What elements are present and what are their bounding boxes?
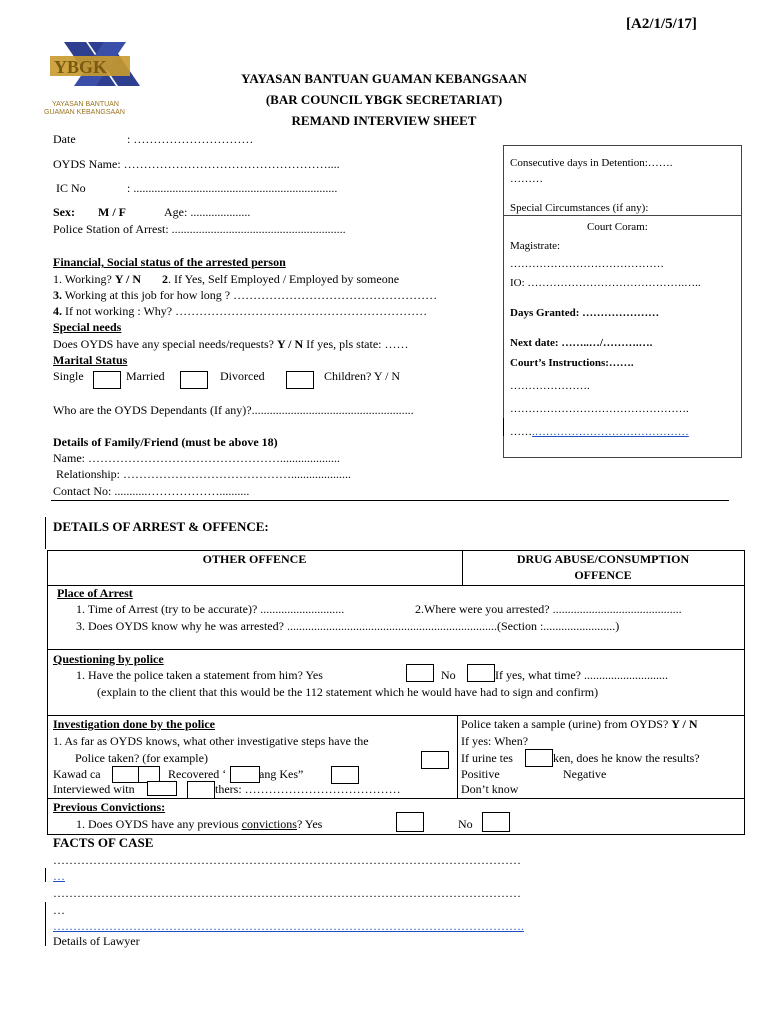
previous-convictions-heading: Previous Convictions: [53, 800, 166, 814]
divorced-checkbox[interactable] [286, 371, 314, 389]
other-offence-header: OTHER OFFENCE [202, 552, 307, 566]
single-checkbox[interactable] [93, 371, 121, 389]
header-form-title: REMAND INTERVIEW SHEET [291, 113, 477, 128]
statement-yes-checkbox[interactable] [406, 664, 434, 682]
urine-results-label: If urine tes [461, 751, 513, 765]
recovered-label: Recovered ‘ [168, 767, 227, 781]
facts-line-2[interactable]: … [53, 869, 65, 883]
questioning-heading: Questioning by police [53, 652, 164, 666]
next-date-field[interactable]: Next date: ……..…/……….…. [510, 337, 653, 349]
header-title: YAYASAN BANTUAN GUAMAN KEBANGSAAN [241, 71, 527, 86]
place-of-arrest-heading: Place of Arrest [57, 586, 133, 600]
ic-label: IC No [56, 181, 86, 195]
statement-no-checkbox[interactable] [467, 664, 495, 682]
court-instructions-label: Court’s Instructions:……. [510, 357, 634, 369]
sex-label: Sex: [53, 205, 75, 219]
magistrate-field[interactable]: …………………………………… [510, 258, 664, 270]
investigation-question-line-1: 1. As far as OYDS knows, what other investigative steps have the [53, 734, 369, 748]
oyds-name-field[interactable]: OYDS Name: …………………………………………….... [53, 157, 340, 171]
margin-mark-arrest [45, 517, 46, 549]
urine-when-field[interactable]: If yes: When? [461, 734, 529, 748]
logo-caption-2: GUAMAN KEBANGSAAN [44, 109, 125, 116]
magistrate-label: Magistrate: [510, 240, 561, 252]
urine-sample-question: Police taken a sample (urine) from OYDS? Y / N [461, 717, 698, 731]
time-of-arrest-field[interactable]: 1. Time of Arrest (try to be accurate)? ............................ [76, 602, 345, 616]
divorced-label: Divorced [220, 369, 265, 383]
convictions-no-label: No [458, 817, 473, 831]
special-circumstances-field[interactable]: Special Circumstances (if any): [510, 202, 649, 214]
positive-label[interactable]: Positive [461, 767, 500, 781]
urine-test-checkbox[interactable] [525, 749, 553, 767]
facts-line-3[interactable]: ……………………………………………………………………………………………………… [53, 886, 521, 900]
interviewed-witness-label: Interviewed witn [53, 782, 135, 796]
others-field[interactable]: thers: ………………………………… [215, 782, 401, 796]
investigation-example-checkbox[interactable] [421, 751, 449, 769]
ic-field[interactable]: : .................................................................... [127, 181, 338, 195]
consecutive-days-continuation: ……… [510, 173, 543, 185]
financial-heading: Financial, Social status of the arrested person [53, 255, 286, 269]
single-label: Single [53, 369, 84, 383]
form-reference: [A2/1/5/17] [626, 16, 697, 32]
drug-offence-header-line-1: DRUG ABUSE/CONSUMPTION [516, 552, 690, 566]
statement-explanation: (explain to the client that this would be the 112 statement which he would have had to sign and confirm) [97, 685, 599, 699]
recovered-label-end: ang Kes” [259, 767, 304, 781]
working-duration-question: 3. Working at this job for how long ? …………………………………………… [53, 288, 438, 302]
margin-mark-facts-2 [45, 902, 46, 946]
convictions-yes-checkbox[interactable] [396, 812, 424, 832]
io-field[interactable]: IO: …………………………………….….. [510, 277, 701, 289]
logo-caption-1: YAYASAN BANTUAN [52, 101, 119, 108]
table-row-divider-4 [47, 798, 744, 799]
kawad-label: Kawad ca [53, 767, 101, 781]
family-relationship-field[interactable]: Relationship: …………………………………….................... [56, 467, 351, 481]
court-instructions-line-1[interactable]: …………………. [510, 380, 590, 392]
marital-status-heading: Marital Status [53, 353, 128, 367]
facts-line-1[interactable]: ……………………………………………………………………………………………………… [53, 853, 521, 867]
place-arrested-field[interactable]: 2.Where were you arrested? ........................................... [415, 602, 682, 616]
special-needs-heading: Special needs [53, 320, 122, 334]
special-needs-question: Does OYDS have any special needs/requests? Y / N If yes, pls state: …… [53, 337, 409, 351]
facts-line-5[interactable]: ………………………………………………………………………………………………………. [53, 919, 524, 933]
children-question[interactable]: Children? Y / N [324, 369, 401, 383]
kawad-checkbox[interactable] [112, 766, 140, 783]
arrest-heading: DETAILS OF ARREST & OFFENCE: [53, 519, 269, 534]
age-field[interactable]: Age: .................... [164, 205, 251, 219]
panel-divider [503, 215, 741, 216]
negative-label[interactable]: Negative [563, 767, 607, 781]
facts-heading: FACTS OF CASE [53, 835, 154, 850]
statement-no-label: No [441, 668, 456, 682]
svg-text:YBGK: YBGK [54, 57, 108, 77]
family-heading: Details of Family/Friend (must be above 18) [53, 435, 278, 449]
working-question: 1. Working? Y / N 2. If Yes, Self Employed / Employed by someone [53, 272, 400, 286]
recovered-checkbox[interactable] [230, 766, 260, 783]
section-divider [51, 500, 729, 501]
sex-options[interactable]: M / F [98, 205, 126, 219]
header-subtitle: (BAR COUNCIL YBGK SECRETARIAT) [265, 92, 503, 107]
days-granted-field[interactable]: Days Granted: ………………… [510, 307, 660, 319]
table-row-divider-2 [47, 649, 744, 650]
urine-results-question: ken, does he know the results? [553, 751, 700, 765]
married-label: Married [126, 369, 165, 383]
statement-time-field[interactable]: If yes, what time? ............................ [495, 668, 668, 682]
consecutive-days-field[interactable]: Consecutive days in Detention:……. [510, 157, 673, 169]
family-contact-field[interactable]: Contact No: ...........……………….......... [53, 484, 250, 498]
others-checkbox[interactable] [187, 781, 215, 799]
table-row-divider-3 [47, 715, 744, 716]
not-working-question: 4. If not working : Why? ……………………………………………………… [53, 304, 428, 318]
police-station-field[interactable]: Police Station of Arrest: .......................................................... [53, 222, 346, 236]
convictions-no-checkbox[interactable] [482, 812, 510, 832]
court-coram-heading: Court Coram: [587, 221, 648, 233]
dependants-field[interactable]: Who are the OYDS Dependants (If any)?...................................................... [53, 403, 414, 417]
court-instructions-line-3[interactable]: …….…………………………………… [510, 426, 689, 438]
date-label: Date [53, 132, 76, 146]
interviewed-witness-checkbox[interactable] [147, 781, 177, 796]
investigation-question-line-2: Police taken? (for example) [75, 751, 208, 765]
family-name-field[interactable]: Name: ………………………………………….................... [53, 451, 340, 465]
arrest-reason-field[interactable]: 3. Does OYDS know why he was arrested? ......................................................................(Section :........................) [76, 619, 620, 633]
investigation-heading: Investigation done by the police [53, 717, 216, 731]
statement-question: 1. Have the police taken a statement from him? Yes [76, 668, 323, 682]
facts-line-4[interactable]: … [53, 903, 65, 917]
court-instructions-line-2[interactable]: …………………………………………. [510, 403, 689, 415]
lawyer-details-label: Details of Lawyer [53, 934, 140, 948]
dont-know-label[interactable]: Don’t know [461, 782, 519, 796]
previous-convictions-question: 1. Does OYDS have any previous convictions? Yes [76, 817, 323, 831]
panel-margin-mark [503, 418, 504, 436]
table-col-divider-investigation [457, 715, 458, 798]
margin-mark-facts-1 [45, 868, 46, 882]
drug-offence-header-line-2: OFFENCE [574, 568, 632, 582]
date-field[interactable]: : ………………………… [127, 132, 254, 146]
married-checkbox[interactable] [180, 371, 208, 389]
table-row-divider-1 [47, 585, 744, 586]
